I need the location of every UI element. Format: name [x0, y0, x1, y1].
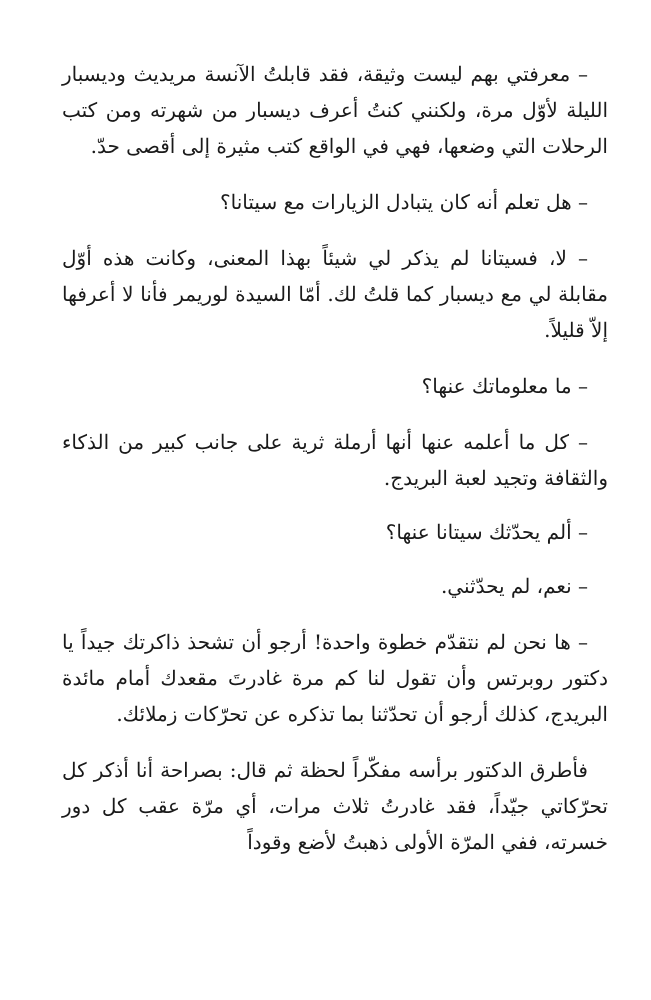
paragraph-3: – لا، فسيتانا لم يذكر لي شيئاً بهذا المعنى، وكانت هذه أوّل مقابلة لي مع ديسبار كما قلتُ لك. أمّا السيدة لوريمر فأنا لا أعرفها إلاّ قليلاً.: [62, 246, 608, 342]
paragraph-4: – ما معلوماتك عنها؟: [421, 374, 588, 398]
paragraph-8: – ها نحن لم نتقدّم خطوة واحدة! أرجو أن تشحذ ذاكرتك جيداً يا دكتور روبرتس وأن تقول لنا كم مرة غادرتَ مقعدك أمام مائدة البريدج، كذلك أرجو أن تحدّثنا بما تذكره عن تحرّكات زملائك.: [62, 630, 608, 726]
paragraph-6: – ألم يحدّثك سيتانا عنها؟: [385, 520, 588, 544]
paragraph-9: فأطرق الدكتور برأسه مفكّراً لحظة ثم قال: بصراحة أنا أذكر كل تحرّكاتي جيّداً، فقد غادرتُ ثلاث مرات، أي مرّة عقب كل دور خسرته، ففي المرّة الأولى ذهبتُ لأضع وقوداً: [62, 758, 608, 854]
paragraph-1: – معرفتي بهم ليست وثيقة، فقد قابلتُ الآنسة مريديث وديسبار الليلة لأوّل مرة، ولكنني كنتُ أعرف ديسبار من شهرته ومن كتب الرحلات التي وضعها، فهي في الواقع كتب مثيرة إلى أقصى حدّ.: [62, 62, 608, 158]
paragraph-5: – كل ما أعلمه عنها أنها أرملة ثرية على جانب كبير من الذكاء والثقافة وتجيد لعبة البريدج.: [62, 430, 608, 490]
paragraph-2: – هل تعلم أنه كان يتبادل الزيارات مع سيتانا؟: [220, 190, 588, 214]
book-page: [62, 56, 608, 860]
paragraph-7: – نعم، لم يحدّثني.: [440, 574, 588, 598]
